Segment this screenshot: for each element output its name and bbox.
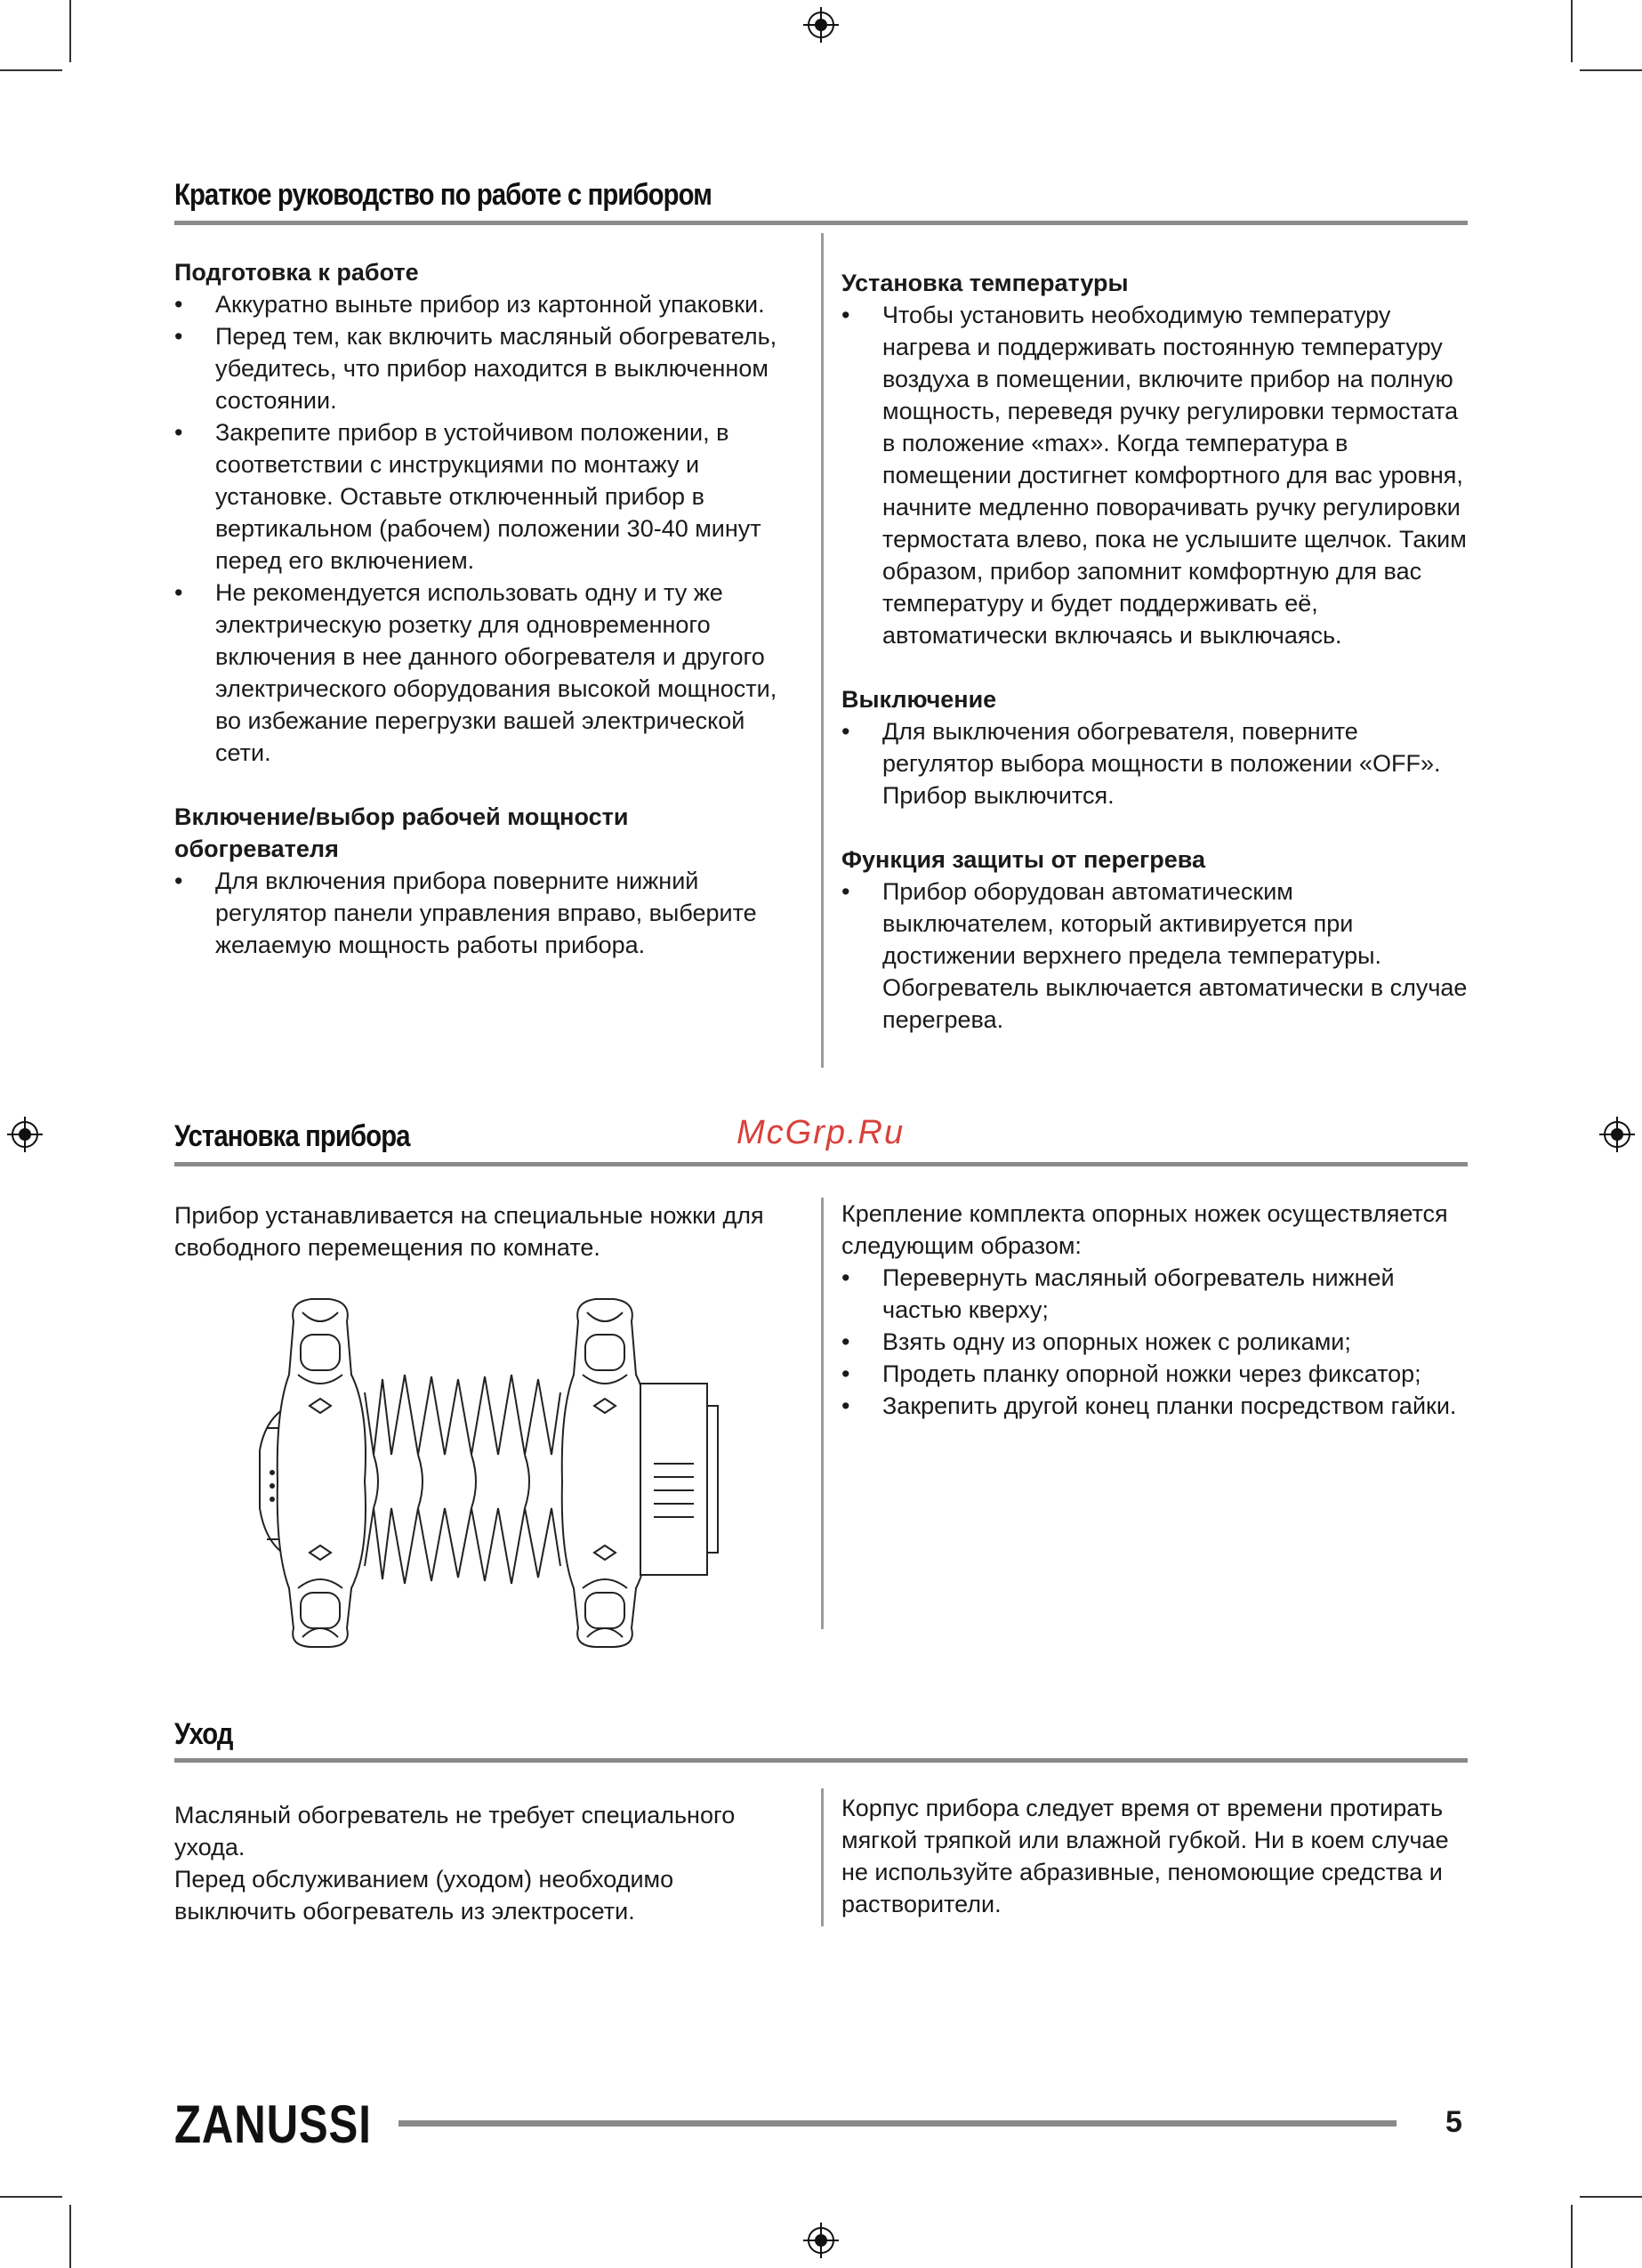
section-title-installation: Установка прибора [174,1119,410,1153]
installation-steps-list [841,1262,1468,1422]
column-divider [821,1788,824,1926]
section-title-quick-guide: Краткое руководство по работе с прибором [174,178,712,212]
quick-guide-right-column [841,267,1468,1036]
list-item: • Перевернуть масляный обогреватель нижней частью кверху; [841,1262,1468,1326]
list-item: • Перед тем, как включить масляный обогреватель, убедитесь, что прибор находится в выключенном состоянии. [174,320,797,416]
registration-mark-icon [7,1117,43,1152]
legs-intro: Крепление комплекта опорных ножек осуществляется следующим образом: [841,1200,1448,1259]
care-left-column [174,1799,797,1927]
crop-mark [1580,69,1642,71]
registration-mark-icon [1599,1117,1635,1152]
installation-left-column [174,1199,797,1263]
care-right-column [841,1792,1468,1920]
section-rule [174,221,1468,225]
quick-guide-left-column [174,256,797,961]
list-item: • Закрепить другой конец планки посредством гайки. [841,1390,1468,1422]
column-divider [821,1198,824,1629]
section-title-care: Уход [174,1717,233,1751]
overheat-list [841,876,1468,1036]
list-item: • Продеть планку опорной ножки через фиксатор; [841,1358,1468,1390]
column-divider [821,233,824,1068]
registration-mark-icon [803,2223,839,2258]
preparation-heading: Подготовка к работе [174,259,419,286]
section-rule [174,1162,1468,1166]
care-paragraph: Перед обслуживанием (уходом) необходимо выключить обогреватель из электросети. [174,1866,674,1925]
crop-mark [1571,2205,1573,2268]
list-item: • Аккуратно выньте прибор из картонной упаковки. [174,288,797,320]
list-item: • Закрепите прибор в устойчивом положении, в соответствии с инструкциями по монтажу и установке. Оставьте отключенный прибор в вертикальном (рабочем) положении 30-40 минут перед его включением. [174,416,797,577]
crop-mark [0,2196,62,2198]
crop-mark [0,69,62,71]
brand-logo: ZANUSSI [174,2094,372,2154]
list-item: • Взять одну из опорных ножек с роликами; [841,1326,1468,1358]
installation-intro: Прибор устанавливается на специальные ножки для свободного перемещения по комнате. [174,1202,764,1261]
footer-rule [398,2120,1397,2127]
list-item: • Для включения прибора поверните нижний регулятор панели управления вправо, выберите желаемую мощность работы прибора. [174,865,797,961]
crop-mark [1580,2196,1642,2198]
overheat-heading: Функция защиты от перегрева [841,846,1205,873]
crop-mark [69,0,71,62]
power-off-list [841,715,1468,811]
preparation-list [174,288,797,769]
installation-right-column [841,1198,1468,1422]
care-paragraph: Масляный обогреватель не требует специального ухода. [174,1802,736,1860]
power-off-heading: Выключение [841,686,997,713]
list-item: • Для выключения обогревателя, поверните регулятор выбора мощности в положении «OFF». Прибор выключится. [841,715,1468,811]
crop-mark [1571,0,1573,62]
list-item: • Чтобы установить необходимую температуру нагрева и поддерживать постоянную температуру воздуха в помещении, включите прибор на полную мощность, переведя ручку регулировки термостата в положение «max». Когда температура в помещении достигнет комфортного для вас уровня, начните медленно поворачивать ручку регулировки термостата влево, пока не услышите щелчок. Таким образом, прибор запомнит комфортную для вас температуру и будет поддерживать её, автоматически включаясь и выключаясь. [841,299,1468,651]
temperature-heading: Установка температуры [841,270,1129,296]
list-item: • Прибор оборудован автоматическим выключателем, который активируется при достижении верхнего предела температуры. Обогреватель выключается автоматически в случае перегрева. [841,876,1468,1036]
registration-mark-icon [803,7,839,43]
watermark: McGrp.Ru [736,1114,906,1151]
list-item: • Не рекомендуется использовать одну и ту же электрическую розетку для одновременного включения в нее данного обогревателя и другого электрического оборудования высокой мощности, во избежание перегрузки вашей электрической сети. [174,577,797,769]
heater-illustration [249,1295,747,1651]
crop-mark [69,2205,71,2268]
power-on-heading: Включение/выбор рабочей мощности обогревателя [174,803,629,862]
section-rule [174,1758,1468,1763]
page-number: 5 [1445,2105,1462,2139]
power-on-list [174,865,797,961]
temperature-list [841,299,1468,651]
care-paragraph: Корпус прибора следует время от времени протирать мягкой тряпкой или влажной губкой. Ни в коем случае не используйте абразивные, пеномоющие средства и растворители. [841,1795,1449,1917]
